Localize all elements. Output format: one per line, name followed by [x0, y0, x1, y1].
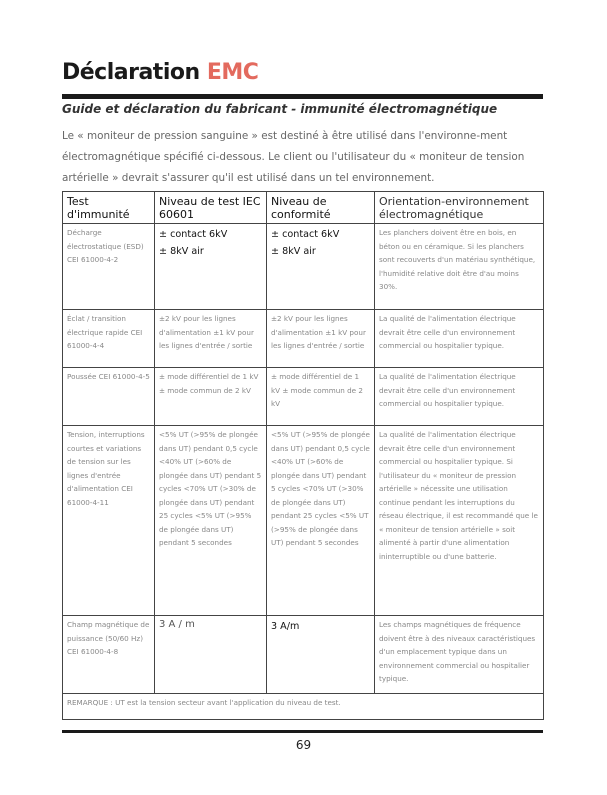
compliance-line: ± contact 6kV — [271, 229, 340, 240]
cell-level — [155, 616, 267, 694]
table-note-row — [63, 694, 544, 720]
cell-level: ±2 kV pour les lignes d'alimentation ±1 kV pour les lignes d'entrée / sortie — [155, 310, 267, 368]
cell-test: Poussée CEI 61000-4-5 — [63, 368, 155, 426]
intro-paragraph: Le « moniteur de pression sanguine » est destiné à être utilisé dans l'environne-ment électromagnétique spécifié ci-dessous. Le client ou l'utilisateur du « moniteur de tension artérielle » devrait s'assurer qu'il est utilisé dans un tel environnement. — [62, 130, 525, 184]
cell-compliance — [267, 224, 375, 310]
cell-test: Éclat / transition électrique rapide CEI 61000-4-4 — [63, 310, 155, 368]
cell-test: Champ magnétique de puissance (50/60 Hz) CEI 61000-4-8 — [63, 616, 155, 694]
header-level: Niveau de test IEC 60601 — [155, 192, 267, 224]
top-rule — [62, 94, 543, 99]
section-subtitle: Guide et déclaration du fabricant - immunité électromagnétique — [62, 102, 498, 116]
level-value: 3 A / m — [159, 619, 195, 630]
compliance-line: ± 8kV air — [271, 246, 316, 257]
table-row — [63, 224, 544, 310]
table-header-row — [63, 192, 544, 224]
level-line: ± contact 6kV — [159, 229, 228, 240]
cell-compliance — [267, 616, 375, 694]
cell-compliance: ± mode différentiel de 1 kV ± mode commun de 2 kV — [267, 368, 375, 426]
cell-level: <5% UT (>95% de plongée dans UT) pendant 0,5 cycle <40% UT (>60% de plongée dans UT) pendant 5 cycles <70% UT (>30% de plongée dans UT) pendant 25 cycles <5% UT (>95% de plongée dans UT) pendant 5 secondes — [155, 426, 267, 616]
page-number: 69 — [295, 738, 312, 752]
cell-compliance: ±2 kV pour les lignes d'alimentation ±1 kV pour les lignes d'entrée / sortie — [267, 310, 375, 368]
table-row — [63, 310, 544, 368]
cell-level — [155, 224, 267, 310]
table-row — [63, 616, 544, 694]
page-title — [62, 60, 258, 85]
cell-test: Tension, interruptions courtes et variations de tension sur les lignes d'entrée d'alimentation CEI 61000-4-11 — [63, 426, 155, 616]
cell-guidance: La qualité de l'alimentation électrique devrait être celle d'un environnement commercial ou hospitalier typique. — [375, 368, 544, 426]
immunity-table — [62, 191, 544, 720]
header-compliance: Niveau de conformité — [267, 192, 375, 224]
cell-guidance: Les planchers doivent être en bois, en béton ou en céramique. Si les planchers sont recouverts d'un matériau synthétique, l'humidité relative doit être d'au moins 30%. — [375, 224, 544, 310]
table-row — [63, 426, 544, 616]
cell-guidance: Les champs magnétiques de fréquence doivent être à des niveaux caractéristiques d'un emplacement typique dans un environnement commercial ou hospitalier typique. — [375, 616, 544, 694]
cell-guidance: La qualité de l'alimentation électrique devrait être celle d'un environnement commercial ou hospitalier typique. Si l'utilisateur du « moniteur de pression artérielle » nécessite une utilisation continue pendant les interruptions du réseau électrique, il est recommandé que le « moniteur de tension artérielle » soit alimenté à partir d'une alimentation ininterruptible ou d'une batterie. — [375, 426, 544, 616]
cell-level: ± mode différentiel de 1 kV ± mode commun de 2 kV — [155, 368, 267, 426]
header-guidance: Orientation-environnement électromagnétique — [375, 192, 544, 224]
table-row — [63, 368, 544, 426]
title-main: Déclaration — [62, 60, 207, 85]
bottom-rule — [62, 730, 543, 733]
compliance-value: 3 A/m — [271, 621, 300, 632]
table-note: REMARQUE : UT est la tension secteur avant l'application du niveau de test. — [63, 694, 544, 720]
cell-compliance: <5% UT (>95% de plongée dans UT) pendant 0,5 cycle <40% UT (>60% de plongée dans UT) pendant 5 cycles <70% UT (>30% de plongée dans UT) pendant 25 cycles <5% UT (>95% de plongée dans UT) pendant 5 secondes — [267, 426, 375, 616]
cell-test: Décharge électrostatique (ESD) CEI 61000-4-2 — [63, 224, 155, 310]
header-test: Test d'immunité — [63, 192, 155, 224]
cell-guidance: La qualité de l'alimentation électrique devrait être celle d'un environnement commercial ou hospitalier typique. — [375, 310, 544, 368]
title-accent: EMC — [206, 60, 259, 85]
level-line: ± 8kV air — [159, 246, 204, 257]
